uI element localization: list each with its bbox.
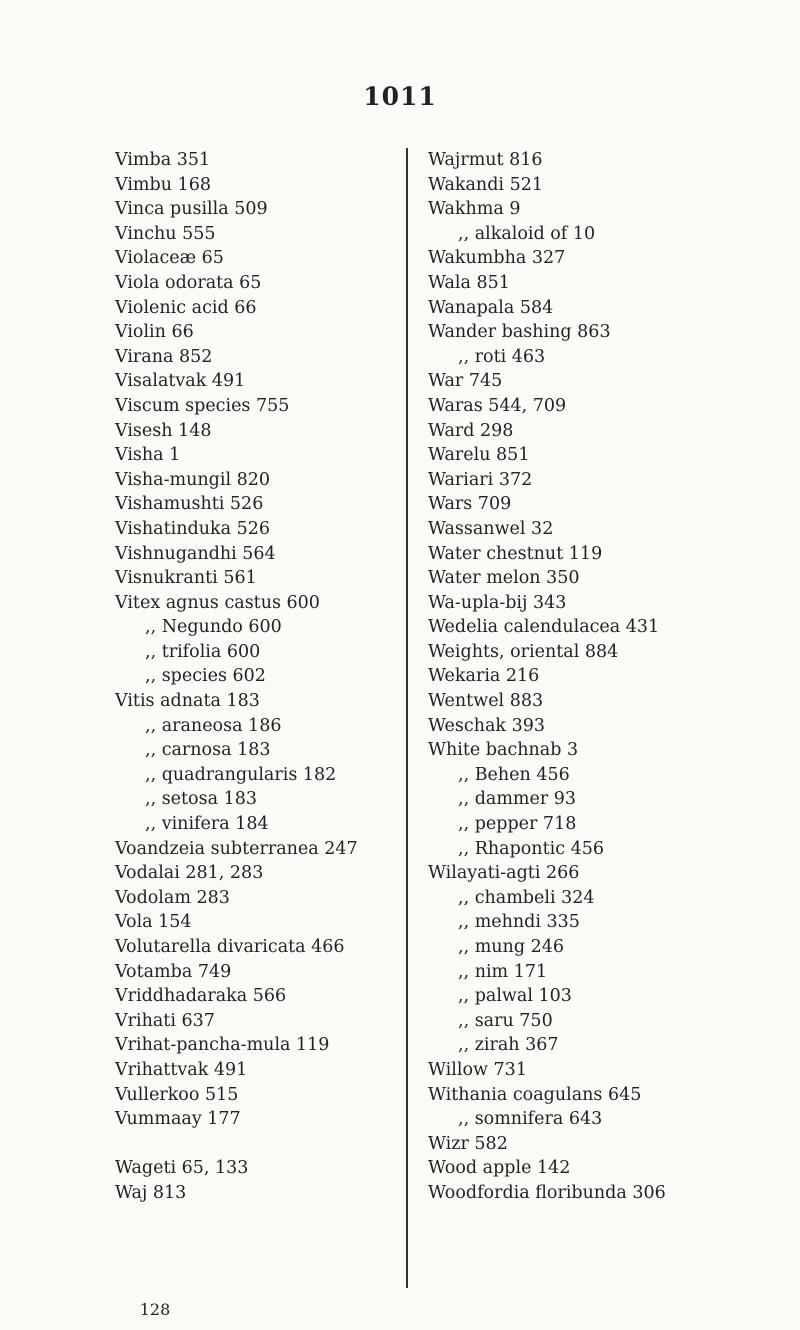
- index-entry: Wars 709: [428, 494, 512, 515]
- index-subentry: ,, saru 750: [458, 1010, 553, 1031]
- index-entry: Wassanwel 32: [428, 518, 554, 539]
- index-entry: Wala 851: [428, 272, 510, 293]
- index-subentry: ,, Negundo 600: [145, 617, 282, 638]
- index-column-left: [115, 148, 405, 1206]
- index-entry: Vriddhadaraka 566: [115, 986, 287, 1007]
- index-subentry: ,, quadrangularis 182: [145, 764, 337, 785]
- footer-page-number: 128: [139, 1300, 171, 1319]
- index-subentry: ,, zirah 367: [458, 1035, 559, 1056]
- index-entry: Vodalai 281, 283: [115, 863, 264, 884]
- page-number: 1011: [363, 82, 437, 111]
- index-entry: Vitis adnata 183: [115, 691, 260, 712]
- index-entry: Wageti 65, 133: [115, 1158, 249, 1179]
- index-subentry: ,, carnosa 183: [145, 740, 271, 761]
- index-entry: Viola odorata 65: [115, 272, 262, 293]
- index-entry: Wentwel 883: [428, 691, 544, 712]
- index-subentry: ,, pepper 718: [458, 814, 577, 835]
- index-entry: Visha-mungil 820: [115, 469, 271, 490]
- index-entry: War 745: [428, 371, 503, 392]
- index-entry: White bachnab 3: [428, 740, 579, 761]
- index-entry: Ward 298: [428, 420, 514, 441]
- index-entry: Vinca pusilla 509: [115, 199, 268, 220]
- index-entry: Vola 154: [115, 912, 192, 933]
- index-entry: Visalatvak 491: [115, 371, 246, 392]
- index-entry: Visesh 148: [115, 420, 212, 441]
- index-entry: Water melon 350: [428, 568, 580, 589]
- index-entry: Wa-upla-bij 343: [428, 592, 567, 613]
- index-entry: Vrihat-pancha-mula 119: [115, 1035, 330, 1056]
- index-entry: Weschak 393: [428, 715, 545, 736]
- index-entry: Vishnugandhi 564: [115, 543, 276, 564]
- index-subentry: ,, somnifera 643: [458, 1109, 603, 1130]
- index-subentry: ,, species 602: [145, 666, 266, 687]
- index-subentry: ,, dammer 93: [458, 789, 577, 810]
- index-subentry: ,, palwal 103: [458, 986, 572, 1007]
- index-subentry: ,, chambeli 324: [458, 887, 595, 908]
- index-entry: Volutarella divaricata 466: [115, 937, 345, 957]
- index-entry: Voandzeia subterranea 247: [115, 838, 358, 859]
- index-entry: Visnukranti 561: [115, 568, 257, 589]
- index-subentry: ,, roti 463: [458, 346, 546, 367]
- index-entry: Vrihattvak 491: [115, 1059, 248, 1080]
- index-entry: Wakandi 521: [428, 174, 543, 195]
- index-entry: Withania coagulans 645: [428, 1084, 642, 1105]
- index-column-right: [428, 148, 728, 1206]
- index-entry: Wekaria 216: [428, 666, 540, 687]
- index-entry: Weights, oriental 884: [428, 641, 619, 662]
- index-subentry: ,, nim 171: [458, 961, 548, 982]
- index-entry: Vinchu 555: [115, 223, 216, 244]
- index-subentry: ,, mehndi 335: [458, 912, 580, 933]
- index-entry: Visha 1: [115, 445, 181, 466]
- index-entry: Wakumbha 327: [428, 248, 566, 269]
- index-entry: Water chestnut 119: [428, 543, 603, 564]
- index-entry: Wajrmut 816: [428, 150, 543, 170]
- index-entry: Vodolam 283: [115, 887, 230, 908]
- index-entry: Wizr 582: [428, 1133, 508, 1154]
- index-entry: Warelu 851: [428, 445, 530, 466]
- index-entry: Wilayati-agti 266: [428, 863, 580, 884]
- index-entry: Votamba 749: [115, 961, 232, 982]
- index-subentry: ,, alkaloid of 10: [458, 223, 596, 244]
- index-subentry: ,, araneosa 186: [145, 715, 282, 736]
- index-entry: Vitex agnus castus 600: [115, 592, 320, 613]
- index-entry: Vimba 351: [115, 150, 211, 170]
- index-entry: Vishamushti 526: [115, 494, 264, 515]
- index-entry: Wander bashing 863: [428, 322, 611, 343]
- index-entry: Vummaay 177: [115, 1109, 241, 1130]
- index-entry: Wood apple 142: [428, 1158, 571, 1179]
- index-entry: Wariari 372: [428, 469, 533, 490]
- index-entry: Wedelia calendulacea 431: [428, 617, 660, 638]
- index-entry: Vimbu 168: [115, 174, 211, 195]
- index-subentry: ,, setosa 183: [145, 789, 257, 810]
- index-entry: Viscum species 755: [115, 395, 290, 416]
- index-entry: Woodfordia floribunda 306: [428, 1182, 666, 1203]
- index-entry: Violaceæ 65: [115, 248, 224, 269]
- index-entry: Violin 66: [115, 322, 194, 343]
- index-subentry: ,, Rhapontic 456: [458, 838, 604, 859]
- column-divider: [406, 148, 408, 1288]
- index-subentry: ,, mung 246: [458, 937, 564, 957]
- index-subentry: ,, vinifera 184: [145, 814, 269, 835]
- index-entry: Vullerkoo 515: [115, 1084, 239, 1105]
- index-entry: Vishatinduka 526: [115, 518, 270, 539]
- index-subentry: ,, Behen 456: [458, 764, 570, 785]
- index-entry: Wanapala 584: [428, 297, 554, 318]
- index-subentry: ,, trifolia 600: [145, 641, 261, 662]
- index-entry: Willow 731: [428, 1059, 527, 1080]
- index-entry: Waras 544, 709: [428, 395, 567, 416]
- index-entry: Waj 813: [115, 1182, 187, 1203]
- index-entry: Wakhma 9: [428, 199, 521, 220]
- index-entry: Vrihati 637: [115, 1010, 215, 1031]
- index-entry: Virana 852: [115, 346, 213, 367]
- index-entry: Violenic acid 66: [115, 297, 257, 318]
